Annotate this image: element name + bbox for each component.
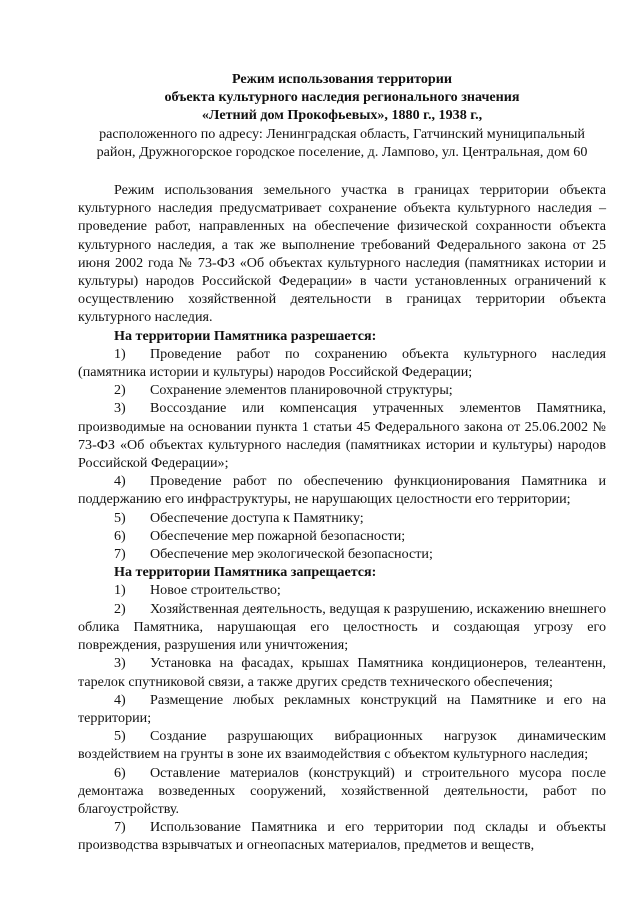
item-text: Обеспечение мер экологической безопасности; bbox=[150, 546, 433, 563]
item-text: Сохранение элементов планировочной структуры; bbox=[150, 382, 453, 399]
list-item bbox=[78, 509, 606, 527]
item-text: Установка на фасадах, крышах Памятника кондиционеров, телеантенн, тарелок спутниковой связи, а также других средств технического обеспечения; bbox=[78, 655, 606, 690]
item-text: Обеспечение доступа к Памятнику; bbox=[150, 509, 364, 526]
item-text: Использование Памятника и его территории под склады и объекты производства взрывчатых и огнеопасных материалов, предметов и веществ, bbox=[78, 819, 606, 854]
item-number: 7) bbox=[114, 819, 126, 836]
item-text: Обеспечение мер пожарной безопасности; bbox=[150, 527, 406, 544]
item-text: Новое строительство; bbox=[150, 582, 281, 599]
forbidden-heading: На территории Памятника запрещается: bbox=[114, 564, 377, 581]
item-number: 4) bbox=[114, 473, 126, 490]
allowed-heading: На территории Памятника разрешается: bbox=[114, 327, 377, 344]
item-text: Проведение работ по обеспечению функционирования Памятника и поддержанию его инфраструктуры, не нарушающих целостности его территории; bbox=[78, 473, 606, 508]
document-title bbox=[78, 70, 606, 125]
item-number: 2) bbox=[114, 382, 126, 399]
list-item bbox=[78, 691, 606, 727]
item-number: 5) bbox=[114, 728, 126, 745]
address-line: район, Дружногорское городское поселение, д. Лампово, ул. Центральная, дом 60 bbox=[96, 143, 588, 160]
list-item bbox=[78, 764, 606, 819]
list-item bbox=[78, 581, 606, 599]
list-item bbox=[78, 381, 606, 399]
item-text: Воссоздание или компенсация утраченных элементов Памятника, производимые на основании пункта 1 статьи 45 Федерального закона от 25.06.2002 № 73-ФЗ «Об объектах культурного наследия (памятниках истории и культуры) народов Российской Федерации»; bbox=[78, 400, 606, 472]
item-text: Проведение работ по сохранению объекта культурного наследия (памятника истории и культуры) народов Российской Федерации; bbox=[78, 345, 606, 381]
item-number: 1) bbox=[114, 582, 126, 599]
title-line: Режим использования территории bbox=[231, 71, 453, 87]
item-number: 5) bbox=[114, 509, 126, 526]
item-number: 3) bbox=[114, 655, 126, 672]
list-item bbox=[78, 654, 606, 690]
address-block bbox=[78, 125, 606, 161]
forbidden-list bbox=[78, 581, 606, 854]
item-number: 7) bbox=[114, 546, 126, 563]
item-number: 6) bbox=[114, 527, 126, 544]
item-text: Оставление материалов (конструкций) и строительного мусора после демонтажа возведенных сооружений, хозяйственной деятельности, работ по благоустройству. bbox=[78, 764, 606, 817]
item-text: Создание разрушающих вибрационных нагрузок динамическим воздействием на грунты в зоне их взаимодействия с объектом культурного наследия; bbox=[78, 728, 606, 763]
item-text: Хозяйственная деятельность, ведущая к разрушению, искажению внешнего облика Памятника, нарушающая его целостность и создающая угрозу его повреждения, разрушения или уничтожения; bbox=[78, 600, 606, 654]
intro-paragraph: Режим использования земельного участка в границах территории объекта культурного наследия предусматривает сохранение объекта культурного наследия – проведение работ, направленных на обеспечение физической сохранности объекта культурного наследия, а так же выполнение требований Федерального закона от 25 июня 2002 года № 73-ФЗ «Об объектах культурного наследия (памятниках истории и культуры) народов Российской Федерации» в части установленных ограничений к осуществлению хозяйственной деятельности в границах территории объекта культурного наследия. bbox=[78, 182, 606, 326]
address-line: расположенного по адресу: Ленинградская область, Гатчинский муниципальный bbox=[99, 125, 585, 142]
list-item bbox=[78, 600, 606, 655]
item-number: 2) bbox=[114, 600, 126, 617]
list-item bbox=[78, 345, 606, 381]
item-number: 1) bbox=[114, 345, 126, 362]
item-number: 4) bbox=[114, 691, 126, 708]
title-line: объекта культурного наследия регионального значения bbox=[164, 89, 520, 106]
list-item bbox=[78, 527, 606, 545]
list-item bbox=[78, 818, 606, 854]
item-text: Размещение любых рекламных конструкций на Памятнике и его на территории; bbox=[78, 691, 606, 726]
allowed-list bbox=[78, 345, 606, 563]
item-number: 6) bbox=[114, 764, 126, 781]
list-item bbox=[78, 472, 606, 508]
list-item bbox=[78, 399, 606, 472]
title-line: «Летний дом Прокофьевых», 1880 г., 1938 г., bbox=[201, 107, 483, 124]
list-item bbox=[78, 545, 606, 563]
item-number: 3) bbox=[114, 400, 126, 417]
list-item bbox=[78, 727, 606, 763]
